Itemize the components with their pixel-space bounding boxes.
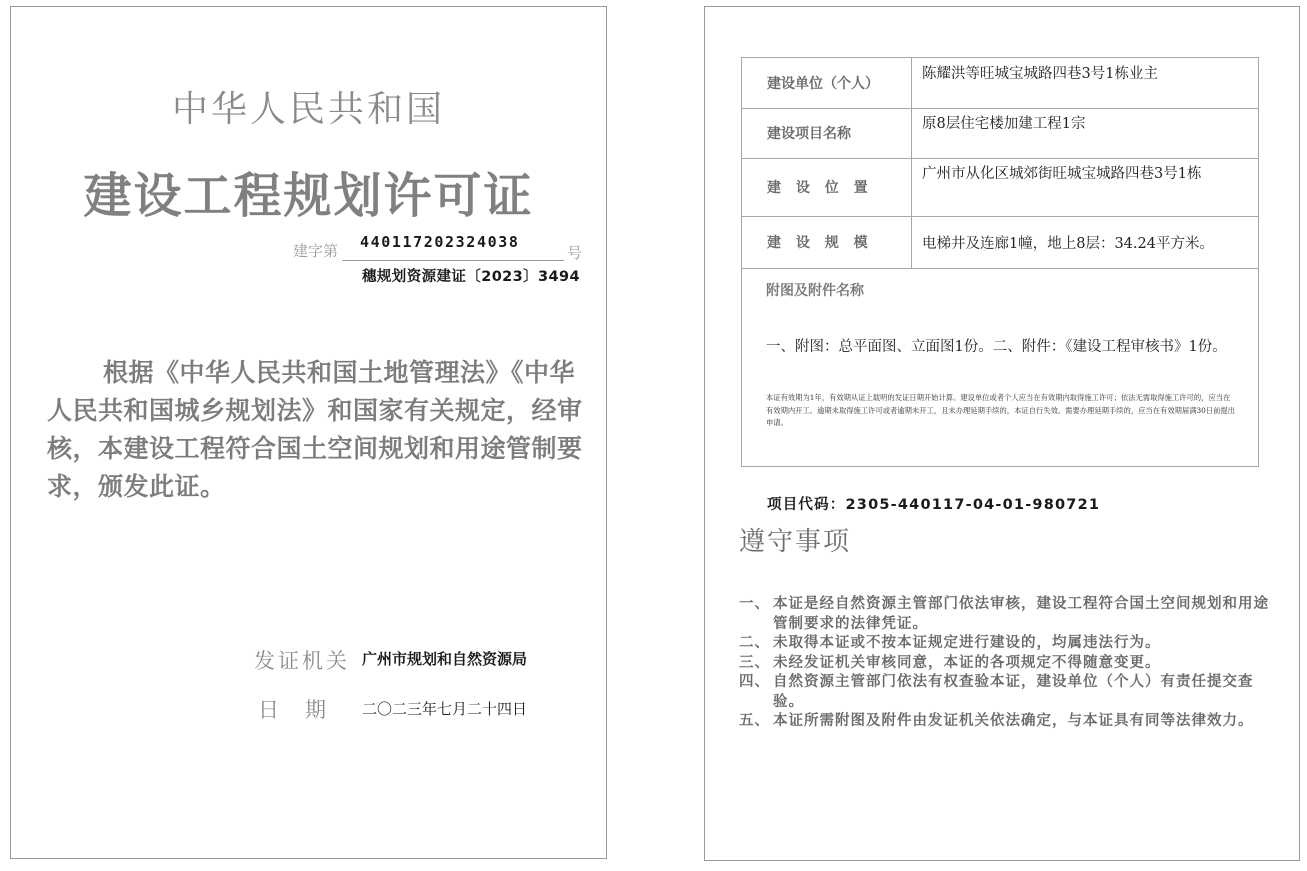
notice-text: 自然资源主管部门依法有权查验本证，建设单位（个人）有责任提交查验。 (773, 674, 1254, 710)
notice-text: 本证所需附图及附件由发证机关依法确定，与本证具有同等法律效力。 (773, 713, 1254, 729)
notice-number: 五、 (739, 713, 770, 729)
project-code: 项目代码：2305-440117-04-01-980721 (767, 497, 1101, 513)
notice-text: 未取得本证或不按本证规定进行建设的，均属违法行为。 (773, 635, 1161, 651)
issuer-value: 广州市规划和自然资源局 (362, 650, 528, 668)
certificate-cover-page (10, 6, 607, 859)
list-item (739, 673, 1279, 712)
notice-number: 三、 (739, 654, 770, 671)
row-value: 陈耀洪等旺城宝城路四巷3号1栋业主 (922, 66, 1158, 82)
row-label: 建设项目名称 (742, 108, 912, 158)
row-label: 建 设 位 置 (742, 158, 912, 216)
certificate-number: 440117202324038 (360, 233, 520, 251)
notice-list (739, 595, 1279, 732)
row-value: 电梯井及连廊1幢，地上8层：34.24平方米。 (922, 236, 1214, 252)
certificate-details-page (704, 6, 1300, 861)
row-label: 建 设 规 模 (742, 216, 912, 268)
row-value: 广州市从化区城郊街旺城宝城路四巷3号1栋 (922, 166, 1202, 182)
notice-text: 未经发证机关审核同意，本证的各项规定不得随意变更。 (773, 654, 1161, 671)
table-row-location (742, 158, 1258, 217)
notice-number: 一、 (739, 596, 770, 612)
attachments-text: 一、附图：总平面图、立面图1份。二、附件：《建设工程审核书》1份。 (766, 339, 1227, 355)
row-label: 建设单位（个人） (742, 58, 912, 108)
list-item (739, 712, 1279, 732)
number-suffix: 号 (567, 244, 583, 262)
attachments-label: 附图及附件名称 (766, 283, 864, 299)
notice-text: 本证是经自然资源主管部门依法审核，建设工程符合国土空间规划和用途管制要求的法律凭证。 (773, 596, 1269, 632)
table-row-builder (742, 58, 1258, 109)
document-number: 穗规划资源建证〔2023〕3494 (362, 269, 581, 285)
date-label: 日期 (258, 698, 352, 722)
certificate-body-text: 根据《中华人民共和国土地管理法》《中华人民共和国城乡规划法》和国家有关规定，经审核，本建设工程符合国土空间规划和用途管制要求，颁发此证。 (47, 358, 583, 501)
list-item (739, 595, 1279, 634)
country-name: 中华人民共和国 (171, 89, 445, 130)
issue-date: 二〇二三年七月二十四日 (362, 700, 528, 718)
table-row-project-name (742, 108, 1258, 159)
notice-number: 四、 (739, 674, 770, 690)
notice-number: 二、 (739, 635, 770, 651)
validity-note: 本证有效期为1年，有效期从证上载明的发证日期开始计算。建设单位或者个人应当在有效期内取得施工许可；依法无需取得施工许可的，应当在有效期内开工。逾期未取得施工许可或者逾期未开工，且未办理延期手续的，本证自行失效。需要办理延期手续的，应当在有效期届满30日前提出申请。 (766, 393, 1235, 427)
table-row-scale (742, 216, 1258, 269)
project-info-table (741, 57, 1259, 467)
list-item (739, 654, 1279, 674)
issuer-label: 发证机关 (254, 649, 350, 673)
number-underline (342, 260, 564, 261)
number-prefix: 建字第 (293, 242, 339, 260)
list-item (739, 634, 1279, 654)
certificate-title: 建设工程规划许可证 (83, 168, 534, 224)
row-value: 原8层住宅楼加建工程1宗 (922, 116, 1086, 132)
notice-title: 遵守事项 (739, 527, 852, 557)
